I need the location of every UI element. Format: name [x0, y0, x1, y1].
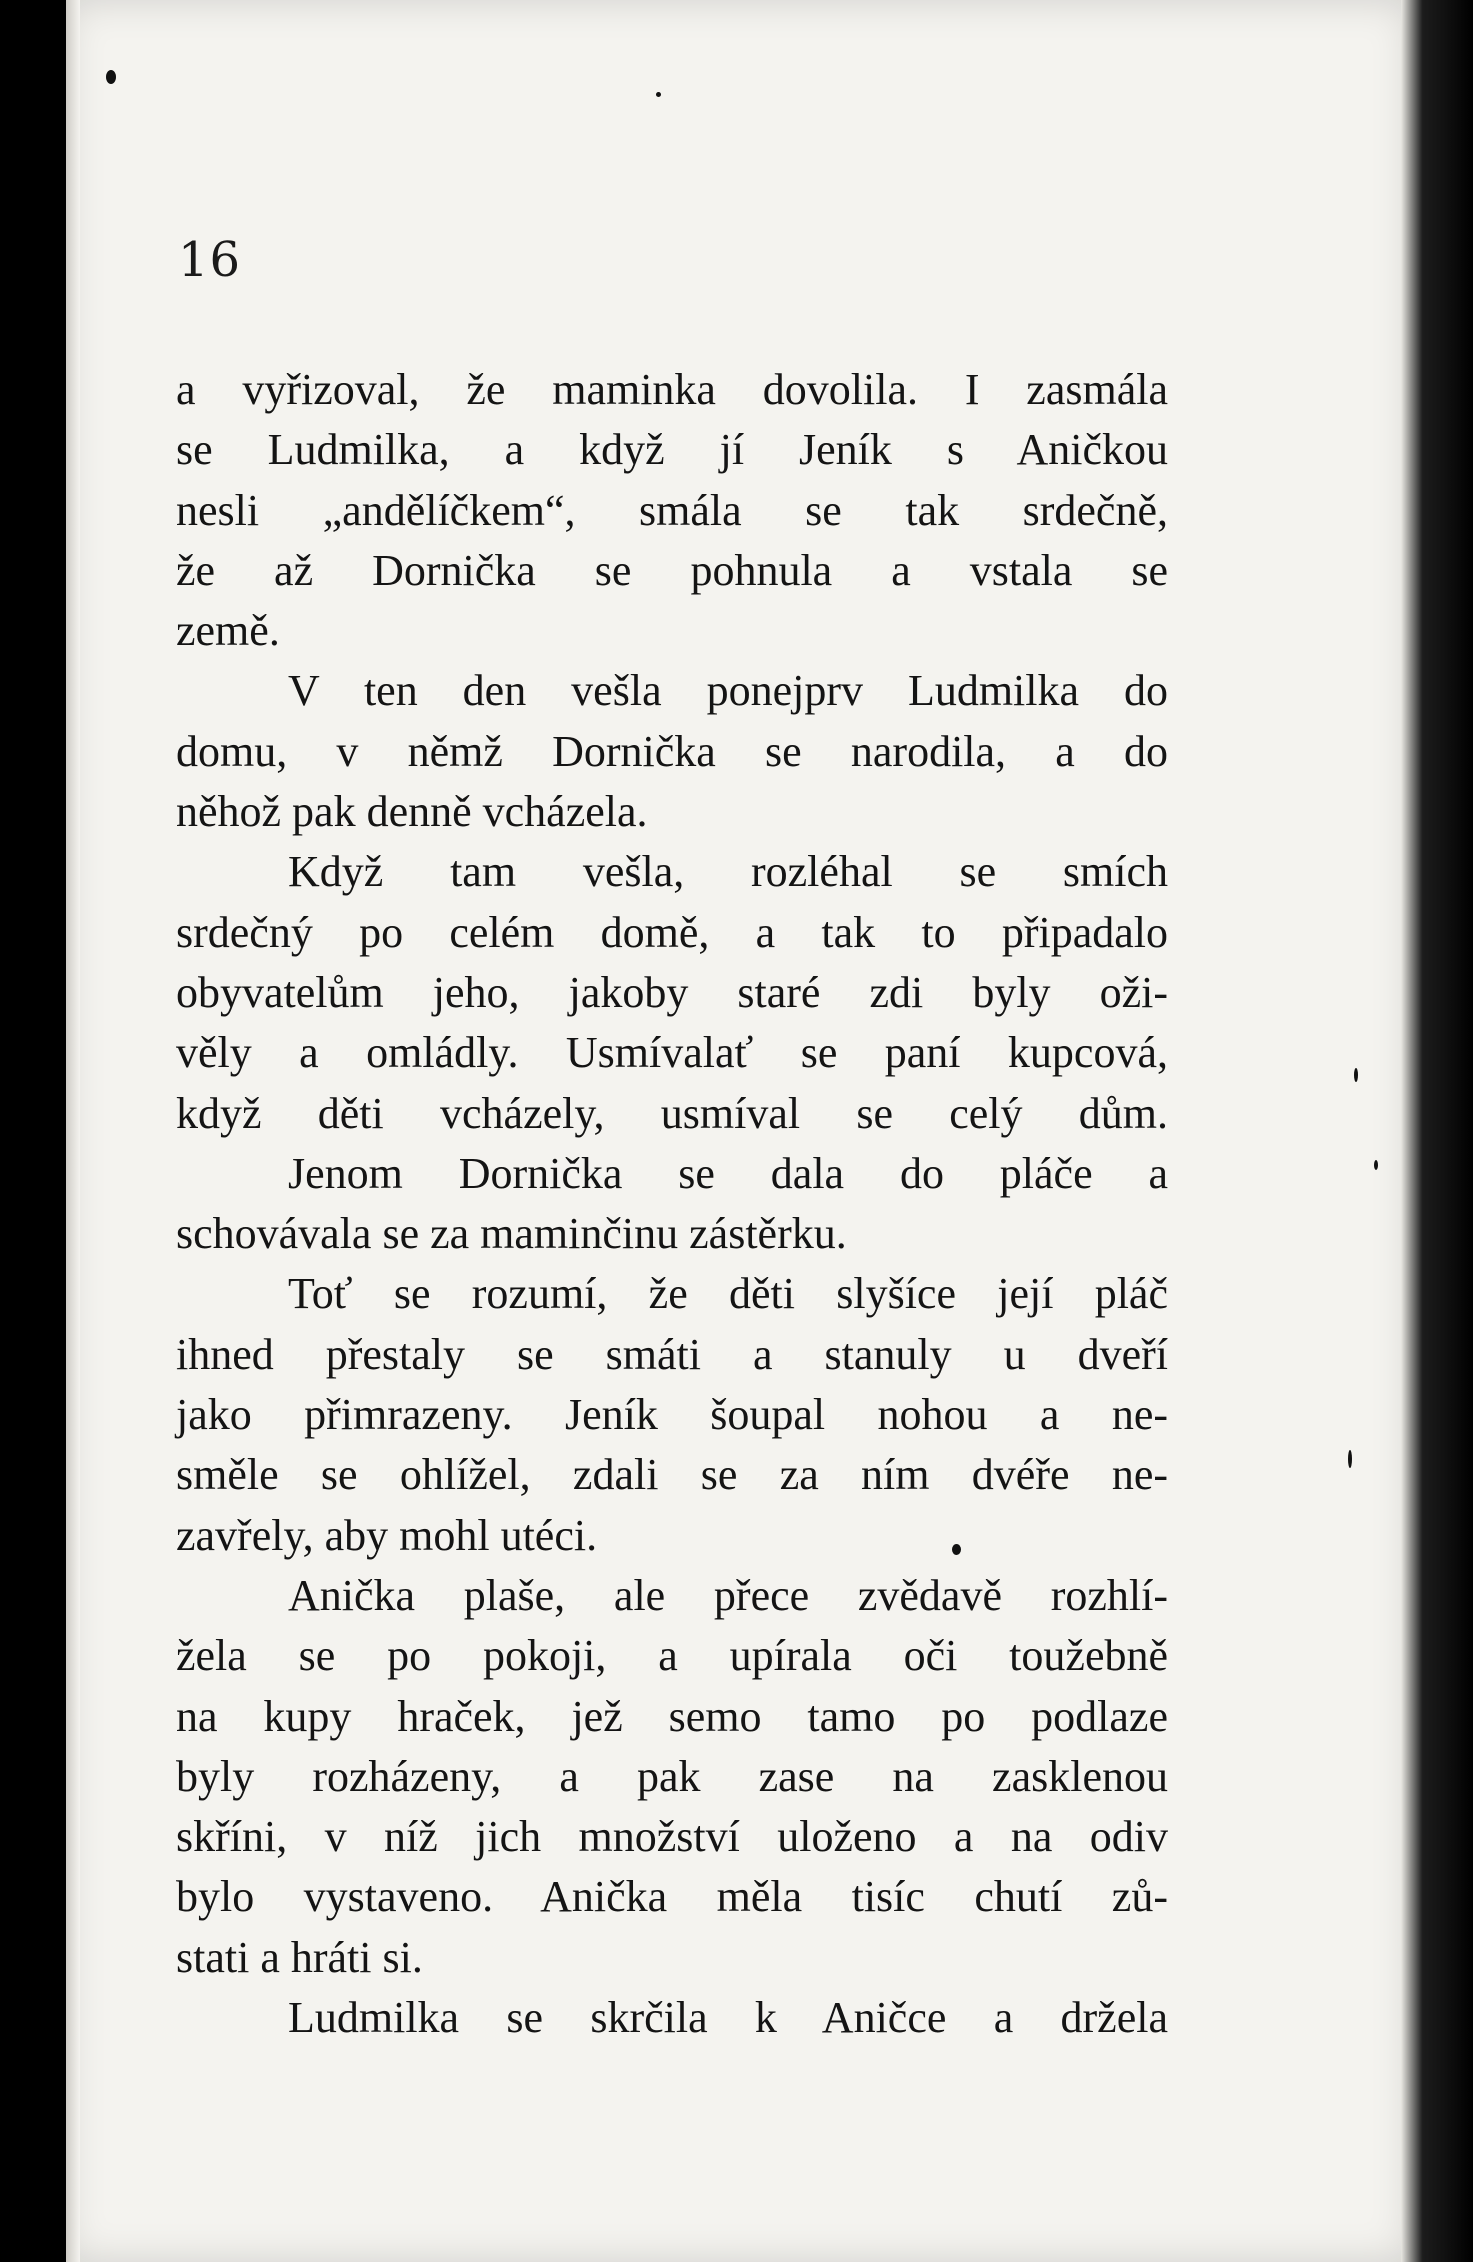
text-line: že až Dornička se pohnula a vstala se — [176, 545, 1168, 595]
text-line: Toť se rozumí, že děti slyšíce její pláč — [288, 1269, 1168, 1319]
scan-speck — [106, 70, 116, 84]
text-line: směle se ohlížel, zdali se za ním dvéře ne- — [176, 1450, 1168, 1500]
text-line: nesli „andělíčkem“, smála se tak srdečně, — [176, 485, 1168, 535]
scan-speck — [1354, 1068, 1358, 1082]
text-line: se Ludmilka, a když jí Jeník s Aničkou — [176, 425, 1168, 475]
text-line: Ludmilka se skrčila k Aničce a držela — [288, 1993, 1168, 2043]
text-line: když děti vcházely, usmíval se celý dům. — [176, 1088, 1168, 1138]
text-line: Jenom Dornička se dala do pláče a — [288, 1148, 1168, 1198]
text-line: obyvatelům jeho, jakoby staré zdi byly oži- — [176, 967, 1168, 1017]
page-left-edge — [66, 0, 80, 2262]
page-right-edge — [1401, 0, 1473, 2262]
text-line: srdečný po celém domě, a tak to připadalo — [176, 907, 1168, 957]
text-line: schovávala se za maminčinu zástěrku. — [176, 1209, 847, 1259]
text-line: věly a omládly. Usmívalať se paní kupcová, — [176, 1028, 1168, 1078]
text-line: skříni, v níž jich množství uloženo a na odiv — [176, 1812, 1168, 1862]
scan-speck — [656, 92, 661, 97]
scan-speck — [1374, 1160, 1378, 1170]
body-text — [176, 360, 1168, 2048]
text-line: V ten den vešla ponejprv Ludmilka do — [288, 666, 1168, 716]
text-line: jako přimrazeny. Jeník šoupal nohou a ne- — [176, 1390, 1168, 1440]
text-line: žela se po pokoji, a upírala oči toužebně — [176, 1631, 1168, 1681]
scan-speck — [1348, 1450, 1352, 1468]
text-line: na kupy hraček, jež semo tamo po podlaze — [176, 1691, 1168, 1741]
page-number: 16 — [178, 232, 242, 288]
text-line: a vyřizoval, že maminka dovolila. I zasmála — [176, 365, 1168, 414]
text-line: ihned přestaly se smáti a stanuly u dveří — [176, 1329, 1168, 1379]
text-line: Když tam vešla, rozléhal se smích — [288, 847, 1168, 897]
text-line: stati a hráti si. — [176, 1932, 423, 1982]
text-line: Anička plaše, ale přece zvědavě rozhlí- — [288, 1570, 1168, 1620]
text-line: byly rozházeny, a pak zase na zasklenou — [176, 1751, 1168, 1801]
text-line: zavřely, aby mohl utéci. — [176, 1510, 598, 1560]
text-line: bylo vystaveno. Anička měla tisíc chutí zů- — [176, 1872, 1168, 1922]
text-line: domu, v němž Dornička se narodila, a do — [176, 726, 1168, 776]
text-line: země. — [176, 606, 280, 656]
text-line: něhož pak denně vcházela. — [176, 787, 648, 837]
